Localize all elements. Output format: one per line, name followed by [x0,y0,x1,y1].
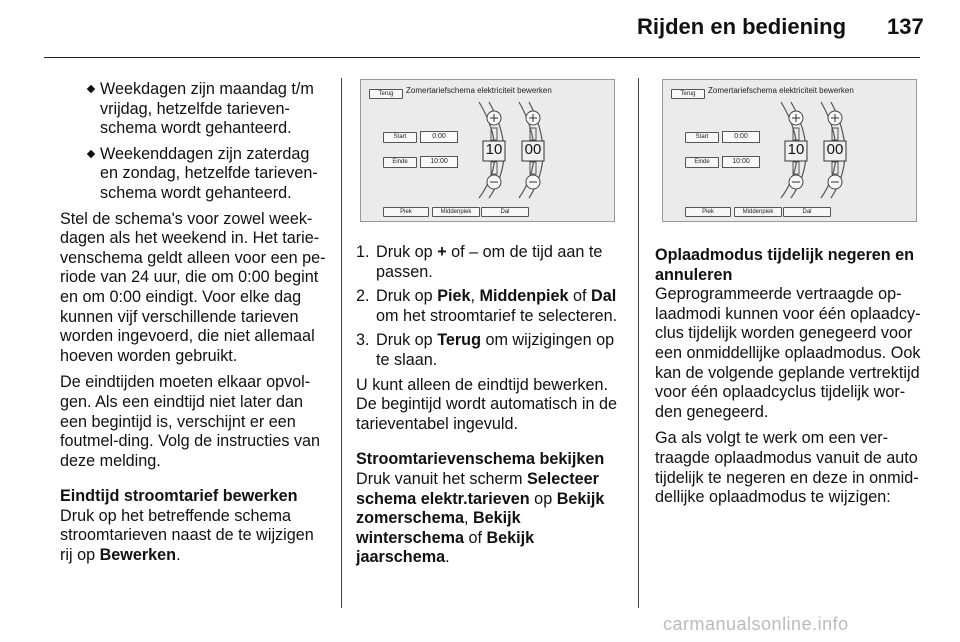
start-time-field: 0:00 [722,131,760,143]
tab-middenpiek[interactable]: Middenpiek [432,207,480,217]
start-label: Start [383,132,417,143]
hours-value: 10 [485,141,503,158]
start-time-field: 0:00 [420,131,458,143]
paragraph: De eindtijden moeten elkaar opvol-gen. Als een eindtijd niet later dan een begintijd is, verschijnt er een foutmel-ding. Volg de instructies van deze melding. [60,373,321,470]
back-button[interactable]: Terug [369,89,403,99]
end-label: Einde [685,157,719,168]
column-3 [655,246,925,508]
screen-title: Zomertariefschema elektriciteit bewerken [708,86,854,95]
tab-piek[interactable]: Piek [685,207,731,217]
minutes-value: 00 [826,141,844,158]
diamond-bullet-icon [87,150,95,158]
bullet-text: Weekenddagen zijn zaterdag en zondag, hetzelfde tarieven-schema wordt gehanteerd. [100,144,318,202]
section-heading: Stroomtarievenschema bekijken [356,450,605,469]
step-item: 3. Druk op Terug om wijzigingen op te slaan. [356,331,615,369]
screen-figure-1 [360,79,615,222]
step-item: 1. Druk op + of – om de tijd aan te passen. [356,243,603,281]
column-divider-1 [341,78,342,608]
minutes-value: 00 [524,141,542,158]
paragraph: Druk op het betreffende schema stroomtarieven naast de te wijzigen rij op Bewerken. [60,506,314,565]
end-label: Einde [383,157,417,168]
page-number: 137 [887,14,924,39]
bullet-item [60,80,328,139]
back-button[interactable]: Terug [671,89,705,99]
end-time-field[interactable]: 10:00 [722,156,760,168]
tab-dal[interactable]: Dal [783,207,831,217]
paragraph: Druk vanuit het scherm Selecteer schema elektr.tarieven op Bekijk zomerschema, Bekijk winterschema of Bekijk jaarschema. [356,469,605,567]
paragraph: Geprogrammeerde vertraagde op-laadmodi kunnen voor één oplaadcy-clus tijdelijk worden genegeerd voor een onmiddellijke oplaadmodus. Ook kan de volgende geplande vertrektijd voor één oplaadcyclus tijdelijk wor-den genegeerd. [655,285,921,421]
screen-title: Zomertariefschema elektriciteit bewerken [406,86,552,95]
header-divider [44,57,920,58]
bullet-text: Weekdagen zijn maandag t/m vrijdag, hetzelfde tarieven-schema wordt gehanteerd. [100,80,314,138]
step-item: 2. Druk op Piek, Middenpiek of Dal om het stroomtarief te selecteren. [356,287,618,325]
start-label: Start [685,132,719,143]
section-heading: Eindtijd stroomtarief bewerken [60,487,298,506]
section-heading: Oplaadmodus tijdelijk negeren en annuleren [655,246,915,284]
column-divider-2 [638,78,639,608]
tab-middenpiek[interactable]: Middenpiek [734,207,782,217]
paragraph: Stel de schema's voor zowel week-dagen als het weekend in. Het tarie-venschema geldt alleen voor een pe-riode van 24 uur, die om 0:00 begint en om 0:00 eindigt. Voor elke dag kunnen vijf verschillende tarieven worden ingevoerd, die niet allemaal hoeven worden gebruikt. [60,209,326,365]
column-1 [60,80,328,566]
bullet-item [60,145,328,204]
steps-list [356,243,628,371]
paragraph: U kunt alleen de eindtijd bewerken. De begintijd wordt automatisch in de tarieventabel ingevuld. [356,375,617,433]
tab-dal[interactable]: Dal [481,207,529,217]
end-time-field[interactable]: 10:00 [420,156,458,168]
tab-piek[interactable]: Piek [383,207,429,217]
paragraph: Ga als volgt te werk om een ver-traagde oplaadmodus vanuit de auto tijdelijk te negeren en deze in onmid-dellijke oplaadmodus te wijzigen: [655,429,919,507]
hours-value: 10 [787,141,805,158]
column-2 [356,243,628,568]
watermark: carmanualsonline.info [663,614,849,634]
diamond-bullet-icon [87,85,95,93]
screen-figure-2 [662,79,917,222]
page-header-title: Rijden en bediening [637,14,847,39]
